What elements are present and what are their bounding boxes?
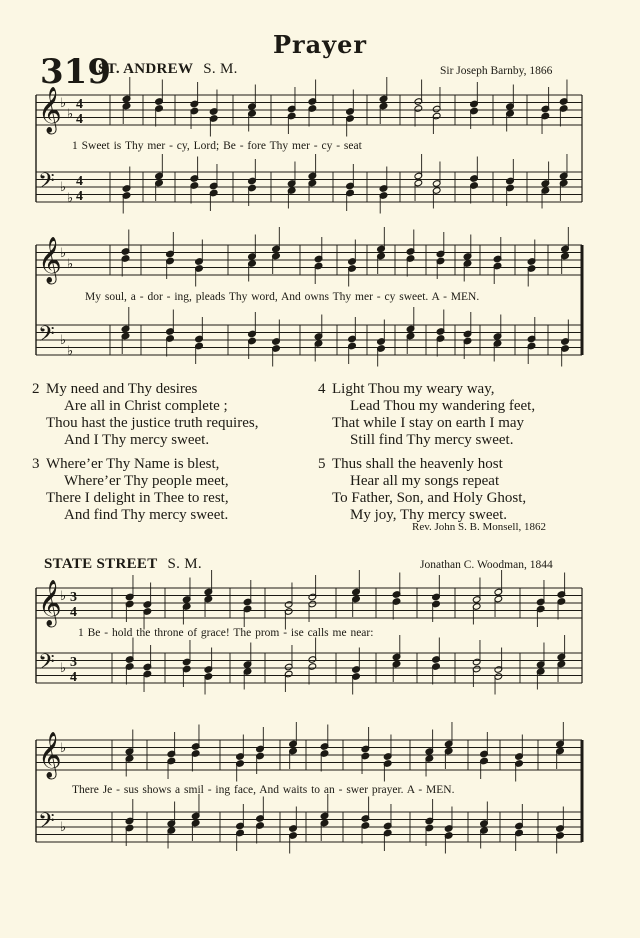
stanza-line: Light Thou my weary way, <box>332 381 495 397</box>
svg-text:𝄞: 𝄞 <box>38 732 62 778</box>
stanza-line: Thou hast the justice truth requires, <box>46 415 259 431</box>
stanza-line: To Father, Son, and Holy Ghost, <box>332 490 527 506</box>
svg-text:3: 3 <box>70 655 77 670</box>
svg-text:♭: ♭ <box>67 106 74 121</box>
svg-text:♭: ♭ <box>60 740 67 755</box>
svg-text:♭: ♭ <box>60 179 67 194</box>
stanza-5 <box>318 456 527 524</box>
svg-text:♭: ♭ <box>60 95 67 110</box>
tune-name: STATE STREET <box>44 556 158 572</box>
svg-text:𝄞: 𝄞 <box>38 87 62 133</box>
stanza-number: 4 <box>318 381 326 397</box>
svg-text:♭: ♭ <box>60 588 67 603</box>
svg-text:𝄢: 𝄢 <box>38 650 55 680</box>
meter: S. M. <box>167 556 202 572</box>
svg-text:3: 3 <box>70 590 77 605</box>
stanza-line: Still find Thy mercy sweet. <box>350 432 514 448</box>
stanza-4 <box>318 381 536 449</box>
author-credit: Rev. John S. B. Monsell, 1862 <box>412 521 547 533</box>
svg-text:♭: ♭ <box>60 245 67 260</box>
stanza-line: My joy, Thy mercy sweet. <box>350 507 508 523</box>
svg-text:4: 4 <box>76 174 83 189</box>
svg-text:𝄢: 𝄢 <box>38 169 55 199</box>
stanza-number: 3 <box>32 456 40 472</box>
tune-name: ST. ANDREW <box>98 61 194 77</box>
stanza-line: Where’er Thy people meet, <box>64 473 229 489</box>
svg-text:𝄞: 𝄞 <box>38 580 62 626</box>
hymn-number: 319 <box>40 52 111 92</box>
svg-text:4: 4 <box>70 670 77 685</box>
svg-text:♭: ♭ <box>60 660 67 675</box>
lyrics-line: 1 Be - hold the throne of grace! The prom - ise calls me near: <box>78 627 374 639</box>
svg-text:4: 4 <box>76 97 83 112</box>
stanza-line: And I Thy mercy sweet. <box>64 432 210 448</box>
svg-text:4: 4 <box>76 189 83 204</box>
stanza-line: And find Thy mercy sweet. <box>64 507 229 523</box>
svg-text:♭: ♭ <box>60 819 67 834</box>
stanza-line: Thus shall the heavenly host <box>332 456 503 472</box>
svg-text:4: 4 <box>70 605 77 620</box>
stanza-line: There I delight in Thee to rest, <box>46 490 229 506</box>
svg-text:4: 4 <box>76 112 83 127</box>
svg-text:♭: ♭ <box>67 256 74 271</box>
lyrics-line: There Je - sus shows a smil - ing face, And waits to an - swer prayer. A - MEN. <box>72 784 455 796</box>
stanza-number: 5 <box>318 456 326 472</box>
svg-text:𝄢: 𝄢 <box>38 322 55 352</box>
stanza-line: Where’er Thy Name is blest, <box>46 456 220 472</box>
stanza-line: Are all in Christ complete ; <box>64 398 228 414</box>
composer-credit: Sir Joseph Barnby, 1866 <box>440 65 553 77</box>
tune-name-state-street <box>44 556 202 573</box>
stanza-line: My need and Thy desires <box>46 381 198 397</box>
svg-text:𝄞: 𝄞 <box>38 237 62 283</box>
meter: S. M. <box>203 61 238 77</box>
stanza-line: Hear all my songs repeat <box>350 473 500 489</box>
svg-text:𝄢: 𝄢 <box>38 809 55 839</box>
stanza-number: 2 <box>32 381 40 397</box>
stanza-2 <box>32 381 259 449</box>
lyrics-line: My soul, a - dor - ing, pleads Thy word, And owns Thy mer - cy sweet. A - MEN. <box>85 291 480 303</box>
svg-text:♭: ♭ <box>67 190 74 205</box>
composer-credit: Jonathan C. Woodman, 1844 <box>420 559 553 571</box>
lyrics-line: 1 Sweet is Thy mer - cy, Lord; Be - fore Thy mer - cy - seat <box>72 140 362 152</box>
stanza-3 <box>32 456 229 524</box>
stanza-line: That while I stay on earth I may <box>332 415 525 431</box>
svg-text:♭: ♭ <box>60 332 67 347</box>
stanza-line: Lead Thou my wandering feet, <box>350 398 536 414</box>
page-title: Prayer <box>272 30 368 59</box>
svg-text:♭: ♭ <box>67 343 74 358</box>
